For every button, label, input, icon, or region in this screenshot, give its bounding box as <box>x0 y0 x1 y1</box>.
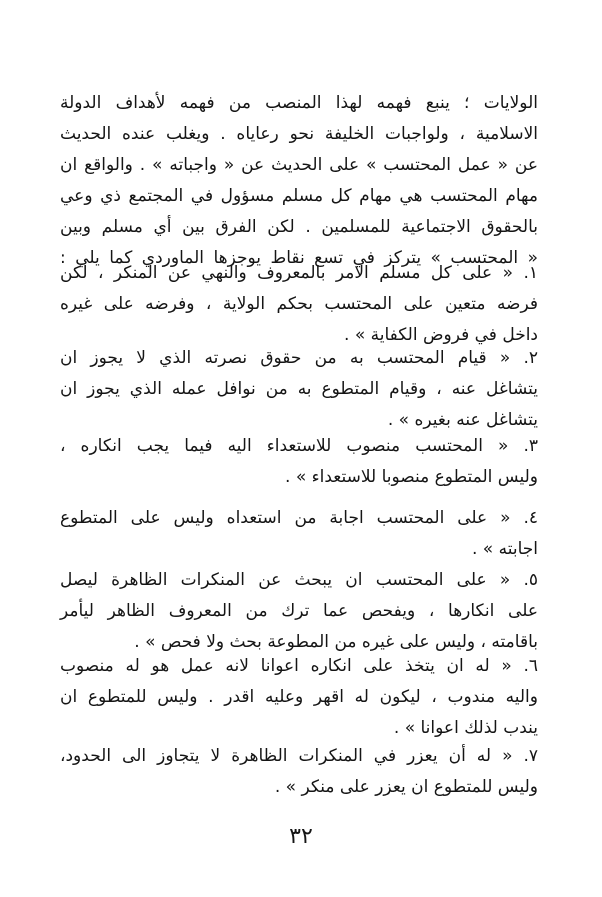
point-5 <box>60 565 538 658</box>
text-line: على انكارها ، ويفحص عما ترك من المعروف الظاهر ليأمر <box>60 601 538 621</box>
text-line: اجابته » . <box>472 539 538 559</box>
point-4 <box>60 503 538 565</box>
text-line: داخل في فروض الكفاية » . <box>344 325 538 345</box>
text-line: بالحقوق الاجتماعية للمسلمين . لكن الفرق بين أي مسلم وبين <box>60 217 538 237</box>
text-line: واليه مندوب ، ليكون له اقهر وعليه اقدر . وليس للمتطوع ان <box>60 687 538 707</box>
text-line: باقامته ، وليس على غيره من المطوعة بحث ولا فحص » . <box>134 632 538 652</box>
text-line: يتشاغل عنه ، وقيام المتطوع به من نوافل عمله الذي يجوز ان <box>60 379 538 399</box>
text-line: ٥. « على المحتسب ان يبحث عن المنكرات الظاهرة ليصل <box>60 570 538 590</box>
point-7 <box>60 741 538 803</box>
point-3 <box>60 431 538 493</box>
text-line: الاسلامية ، ولواجبات الخليفة نحو رعاياه . ويغلب عنده الحديث <box>60 124 538 144</box>
text-line: عن « عمل المحتسب » على الحديث عن « واجباته » . والواقع ان <box>60 155 538 175</box>
text-line: ١. « على كل مسلم الامر بالمعروف والنهي عن المنكر ، لكن <box>60 263 538 283</box>
text-line: يندب لذلك اعوانا » . <box>393 718 538 738</box>
text-line: الولايات ؛ ينبع فهمه لهذا المنصب من فهمه لأهداف الدولة <box>60 93 538 113</box>
text-line: وليس المتطوع منصوبا للاستعداء » . <box>285 467 538 487</box>
text-line: « المحتسب » يتركز في تسع نقاط يوجزها الماوردي كما يلي : <box>60 248 538 268</box>
text-line: ٣. « المحتسب منصوب للاستعداء اليه فيما يجب انكاره ، <box>60 436 538 456</box>
text-line: ٤. « على المحتسب اجابة من استعداه وليس على المتطوع <box>60 508 538 528</box>
text-line: ٦. « له ان يتخذ على انكاره اعوانا لانه عمل هو له منصوب <box>60 656 538 676</box>
point-1 <box>60 258 538 351</box>
text-line: يتشاغل عنه بغيره » . <box>387 410 538 430</box>
text-line: وليس للمتطوع ان يعزر على منكر » . <box>274 777 538 797</box>
text-line: ٧. « له أن يعزر في المنكرات الظاهرة لا يتجاوز الى الحدود، <box>60 746 538 766</box>
text-line: فرضه متعين على المحتسب بحكم الولاية ، وفرضه على غيره <box>60 294 538 314</box>
point-2 <box>60 343 538 436</box>
text-line: ٢. « قيام المحتسب به من حقوق نصرته الذي لا يجوز ان <box>60 348 538 368</box>
page-number: ٣٢ <box>289 824 313 849</box>
intro-paragraph <box>60 88 538 274</box>
point-6 <box>60 651 538 744</box>
text-line: مهام المحتسب هي مهام كل مسلم مسؤول في المجتمع ذي وعي <box>60 186 538 206</box>
